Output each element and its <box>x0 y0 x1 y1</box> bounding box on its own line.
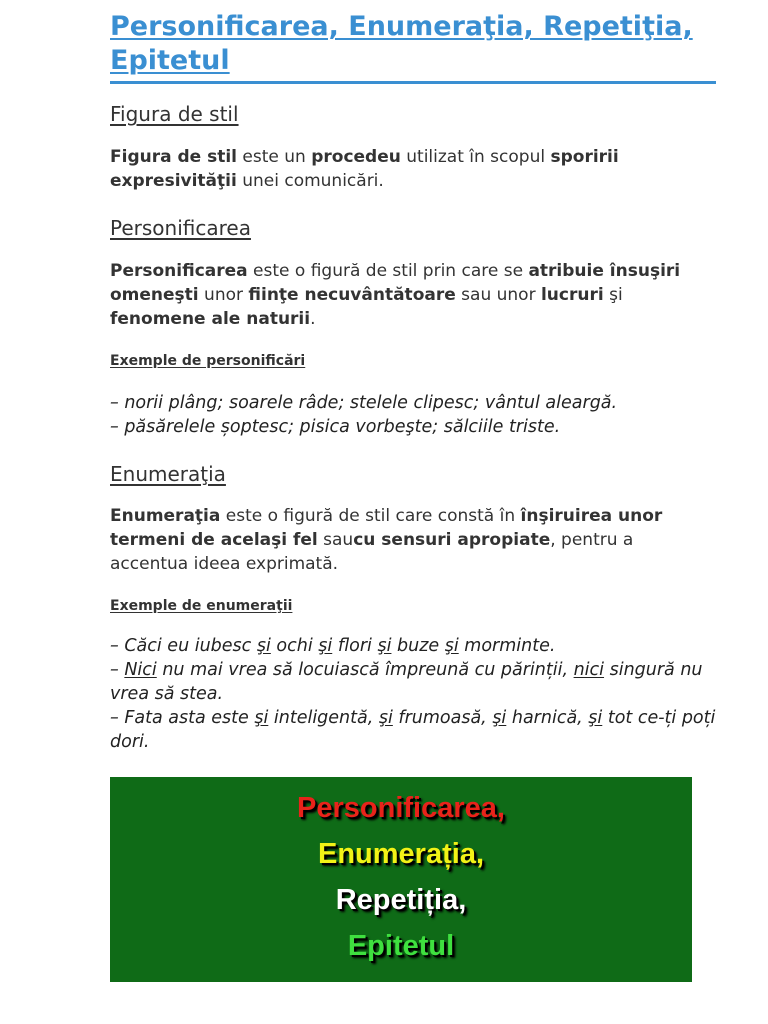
text-run: sau unor <box>455 285 541 305</box>
bold-text-run: sporirii expresivităţii <box>110 147 619 191</box>
heading-enumeratia: Enumeraţia <box>110 462 226 486</box>
examples-heading-personificari: Exemple de personificări <box>110 353 306 369</box>
text-run: unei comunicări. <box>236 171 384 191</box>
example-line <box>110 658 716 706</box>
page-title: Personificarea, Enumeraţia, Repetiţia, Epitetul <box>110 11 693 76</box>
example-text: buze <box>391 636 445 656</box>
paragraph-enumeratia <box>110 504 710 576</box>
document-page <box>110 0 716 752</box>
bold-text-run: lucruri <box>540 285 604 305</box>
bold-text-run: Figura de stil <box>110 147 238 167</box>
underlined-word: şi <box>588 708 603 728</box>
examples-personificari <box>110 391 716 439</box>
paragraph-personificarea <box>110 259 710 331</box>
heading-personificarea: Personificarea <box>110 216 251 240</box>
underlined-word: şi <box>378 708 393 728</box>
example-text: ochi <box>270 636 319 656</box>
underlined-word: şi <box>377 636 392 656</box>
example-text: – Căci eu iubesc <box>110 636 257 656</box>
bold-text-run: Enumeraţia <box>110 506 221 526</box>
bold-text-run: cu sensuri apropiate <box>353 530 551 550</box>
underlined-word: şi <box>444 636 459 656</box>
example-line <box>110 391 716 415</box>
banner-line-repetitia: Repetiția, <box>335 884 467 916</box>
text-run: , pentru a accentua ideea exprimată. <box>110 530 634 574</box>
examples-heading-enumeratii: Exemple de enumeraţii <box>110 598 293 614</box>
example-text: flori <box>332 636 378 656</box>
title-rule <box>110 81 716 84</box>
examples-enumeratii <box>110 634 716 754</box>
example-text: – norii plâng; soarele râde; stelele clipesc; vântul aleargă. <box>110 393 618 413</box>
underlined-word: şi <box>318 636 333 656</box>
banner-line-enumeratia: Enumerația, <box>318 838 484 870</box>
example-line <box>110 634 716 658</box>
example-text: nu mai vrea să locuiască împreună cu părinții, <box>156 660 574 680</box>
underlined-word: şi <box>256 636 271 656</box>
text-run: este o figură de stil prin care se <box>247 261 529 281</box>
heading-figura-de-stil: Figura de stil <box>110 102 239 126</box>
text-run: unor <box>198 285 249 305</box>
bold-text-run: Personificarea <box>110 261 248 281</box>
text-run: utilizat în scopul <box>400 147 551 167</box>
underlined-word: şi <box>254 708 269 728</box>
text-run: . <box>310 309 316 329</box>
bold-text-run: înşiruirea unor termeni de acelaşi fel <box>110 506 663 550</box>
text-run: sau <box>317 530 354 550</box>
paragraph-figura-de-stil <box>110 145 700 193</box>
example-text: inteligentă, <box>268 708 379 728</box>
underlined-word: nici <box>573 660 605 680</box>
example-text: harnică, <box>506 708 589 728</box>
banner-line-epitetul: Epitetul <box>347 930 455 962</box>
example-text: – <box>110 660 125 680</box>
bold-text-run: fiinţe necuvântătoare <box>248 285 456 305</box>
example-text: – Fata asta este <box>110 708 255 728</box>
example-text: tot ce-ți poți dori. <box>110 708 716 752</box>
text-run: este o figură de stil care constă în <box>220 506 521 526</box>
underlined-word: şi <box>492 708 507 728</box>
bold-text-run: atribuie însuşiri omeneşti <box>110 261 681 305</box>
banner-line-personificarea: Personificarea, <box>297 792 505 824</box>
underlined-word: Nici <box>124 660 157 680</box>
example-text: morminte. <box>458 636 556 656</box>
example-line <box>110 706 716 754</box>
title-banner-image <box>110 777 692 982</box>
text-run: şi <box>603 285 623 305</box>
bold-text-run: procedeu <box>311 147 401 167</box>
example-text: frumoasă, <box>392 708 493 728</box>
example-text: – păsărelele șoptesc; pisica vorbeşte; sălciile triste. <box>110 417 561 437</box>
text-run: este un <box>237 147 312 167</box>
bold-text-run: fenomene ale naturii <box>110 309 311 329</box>
example-text: singură nu vrea să stea. <box>110 660 703 704</box>
example-line <box>110 415 716 439</box>
